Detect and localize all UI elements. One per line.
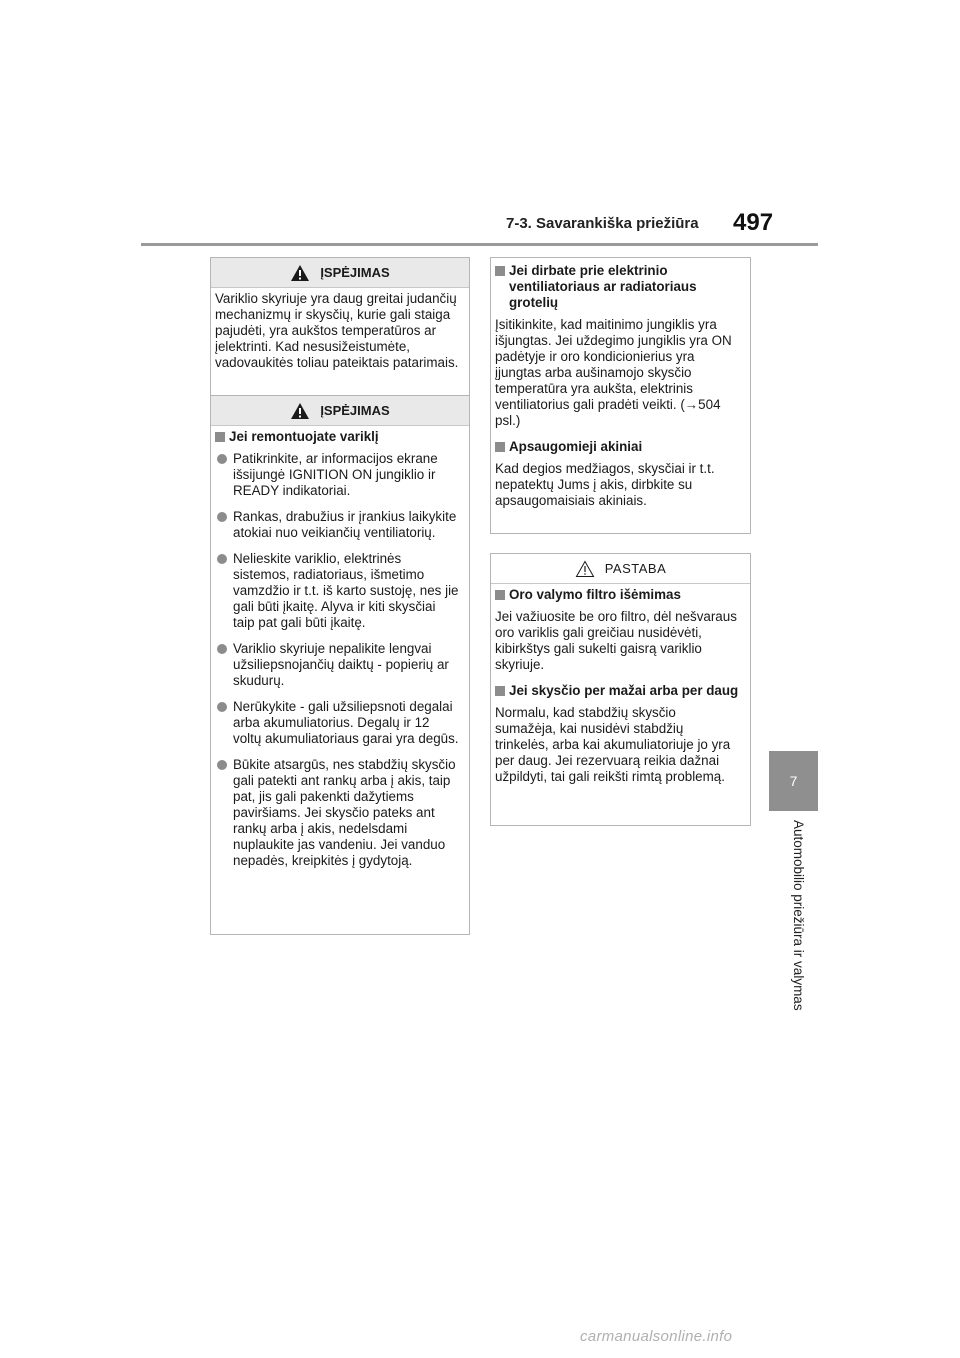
watermark: carmanualsonline.info — [580, 1328, 733, 1345]
notice-box — [490, 553, 751, 826]
paragraph: Normalu, kad stabdžių skysčio sumažėja, kai nusidėvi stabdžių trinkelės, arba kai akumuliatoriuje jo yra per daug. Jei rezervuarą reikia dažnai užpildyti, tai gali reikšti rimtą problemą. — [495, 705, 731, 784]
square-bullet-icon — [215, 432, 225, 442]
round-bullet-icon — [217, 644, 227, 654]
paragraph: Įsitikinkite, kad maitinimo jungiklis yra išjungtas. Jei uždegimo jungiklis yra ON padėtyje ir oro kondicionierius yra įjungtas arba aušinamojo skysčio temperatūra yra aukšta, elektrinis ventiliatorius gali pradėti veikti. (→504 psl.) — [495, 317, 732, 428]
round-bullet-icon — [217, 702, 227, 712]
warning-header — [211, 396, 469, 426]
subheading: Jei dirbate prie elektrinio ventiliatoriaus ar radiatoriaus grotelių — [495, 263, 740, 311]
list-item: Variklio skyriuje nepalikite lengvai užsiliepsnojančių daiktų - popierių ar skudurų. — [215, 641, 459, 689]
square-bullet-icon — [495, 590, 505, 600]
round-bullet-icon — [217, 760, 227, 770]
warning-box-continued — [490, 257, 751, 534]
list-item: Patikrinkite, ar informacijos ekrane išsijungė IGNITION ON jungiklio ir READY indikatoriai. — [215, 451, 459, 499]
subheading: Jei remontuojate variklį — [215, 429, 459, 445]
list-item: Rankas, drabužius ir įrankius laikykite atokiai nuo veikiančių ventiliatorių. — [215, 509, 459, 541]
paragraph: Kad degios medžiagos, skysčiai ir t.t. nepatektų Jums į akis, dirbkite su apsaugomaisiais akiniais. — [495, 461, 715, 508]
subheading: Apsaugomieji akiniai — [495, 439, 740, 455]
square-bullet-icon — [495, 686, 505, 696]
warning-title: ĮSPĖJIMAS — [320, 265, 390, 280]
paragraph: Jei važiuosite be oro filtro, dėl nešvaraus oro variklis gali greičiau nusidėvėti, kibirkštys gali sukelti gaisrą variklio skyriuje. — [495, 609, 737, 672]
section-title: 7-3. Savarankiška priežiūra — [506, 215, 699, 232]
warning-triangle-icon — [290, 402, 310, 420]
chapter-tab: 7 — [769, 751, 818, 811]
warning-box-2 — [210, 395, 470, 935]
list-item: Nelieskite variklio, elektrinės sistemos, radiatoriaus, išmetimo vamzdžio ir t.t. iš karto sustoję, nes jie gali būti įkaitę. Alyva ir kiti skysčiai taip pat gali būti įkaitę. — [215, 551, 459, 631]
round-bullet-icon — [217, 512, 227, 522]
warning-triangle-icon — [290, 264, 310, 282]
warning-title: ĮSPĖJIMAS — [320, 403, 390, 418]
header-divider — [141, 243, 818, 246]
chapter-title: Automobilio priežiūra ir valymas — [791, 820, 806, 1011]
warning-box-1 — [210, 257, 470, 397]
square-bullet-icon — [495, 266, 505, 276]
notice-triangle-icon — [575, 560, 595, 578]
list-item: Nerūkykite - gali užsiliepsnoti degalai arba akumuliatorius. Degalų ir 12 voltų akumuliatoriaus garai yra degūs. — [215, 699, 459, 747]
round-bullet-icon — [217, 454, 227, 464]
notice-title: PASTABA — [604, 561, 667, 576]
notice-header — [491, 554, 750, 584]
page-number: 497 — [733, 209, 774, 236]
warning-header — [211, 258, 469, 288]
list-item: Būkite atsargūs, nes stabdžių skysčio gali patekti ant rankų arba į akis, taip pat, jis gali pakenkti dažytiems paviršiams. Jei skysčio pateks ant rankų arba į akis, nedelsdami nuplaukite jas vandeniu. Jei vanduo nepadės, kreipkitės į gydytoją. — [215, 757, 459, 869]
warning-text: Variklio skyriuje yra daug greitai judančių mechanizmų ir skysčių, kurie gali staiga pajudėti, yra aukštos temperatūros ar įelektrinti. Kad nesusižeistumėte, vadovaukitės toliau pateiktais patarimais. — [215, 291, 459, 370]
round-bullet-icon — [217, 554, 227, 564]
square-bullet-icon — [495, 442, 505, 452]
subheading: Oro valymo filtro išėmimas — [495, 587, 740, 603]
subheading: Jei skysčio per mažai arba per daug — [495, 683, 740, 699]
